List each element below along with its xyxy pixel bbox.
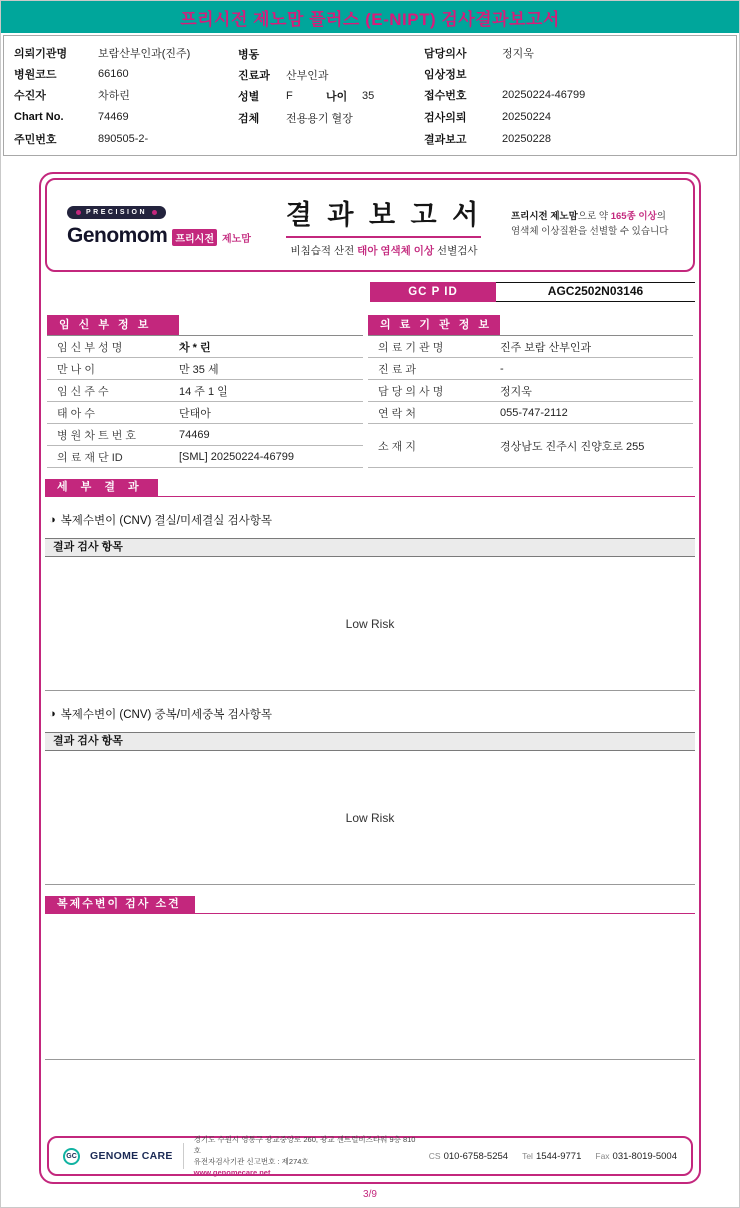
table-row <box>47 380 363 402</box>
row-label: 태 아 수 <box>57 407 95 420</box>
precision-badge-label: PRECISION <box>86 209 148 216</box>
subtitle-prefix: 비침습적 산전 <box>290 244 358 257</box>
info-value: 보람산부인과(진주) <box>98 48 191 61</box>
clinic-info-table <box>368 315 693 468</box>
table-row <box>47 358 363 380</box>
brand-row <box>67 224 257 248</box>
info-value: 890505-2- <box>98 132 149 145</box>
side-note-highlight: 165종 이상 <box>610 211 657 223</box>
row-label: 담 당 의 사 명 <box>378 385 444 398</box>
info-row <box>14 85 238 106</box>
genomecare-logo-icon: GC <box>63 1148 80 1165</box>
contact-label: CS <box>428 1151 441 1161</box>
contact-item <box>429 1151 508 1162</box>
info-value: 정지욱 <box>502 48 534 61</box>
result-value: Low Risk <box>345 810 395 825</box>
info-label: 검사의뢰 <box>424 111 467 124</box>
row-value: 단태아 <box>179 407 211 420</box>
side-note-mid: 으로 약 <box>577 211 611 223</box>
contact-item <box>522 1151 581 1162</box>
info-label: Chart No. <box>14 110 64 123</box>
info-label: 임상정보 <box>424 69 467 82</box>
row-value: [SML] 20250224-46799 <box>179 450 294 463</box>
cnv-duplication-table-header: 결과 검사 항목 <box>45 732 695 751</box>
info-row <box>424 105 726 128</box>
info-row <box>424 85 726 106</box>
genomom-logo <box>67 202 257 248</box>
table-row <box>368 358 693 380</box>
info-value: 74469 <box>98 110 129 123</box>
gcpid-value: AGC2502N03146 <box>496 282 695 302</box>
page-title: 프리시전 제노맘 플러스 (E-NIPT) 검사결과보고서 <box>180 9 560 29</box>
info-label: 성별 <box>238 90 260 103</box>
table-row <box>47 424 363 446</box>
info-row <box>424 64 726 85</box>
info-label: 담당의사 <box>424 48 467 61</box>
table-row <box>368 336 693 358</box>
table-row <box>368 402 693 424</box>
info-row <box>14 64 238 85</box>
title-underline <box>286 236 481 238</box>
contact-value: 1544-9771 <box>535 1150 582 1162</box>
cnv-duplication-heading-text: 복제수변이 (CNV) 중복/미세중복 검사항목 <box>60 709 273 721</box>
row-label: 임 신 주 수 <box>57 385 109 398</box>
info-label: 결과보고 <box>424 133 467 146</box>
info-row <box>238 43 424 64</box>
info-tables <box>45 315 695 468</box>
row-label: 소 재 지 <box>378 440 416 453</box>
footer <box>47 1136 693 1176</box>
spacer <box>45 1060 695 1136</box>
report-title: 결 과 보 고 서 <box>285 199 483 230</box>
top-title-bar <box>1 1 739 33</box>
half-circle-icon: ◑ <box>49 514 56 526</box>
info-value: 20250228 <box>502 132 551 145</box>
info-value: 66160 <box>98 68 129 81</box>
cnv-duplication-heading <box>49 706 691 722</box>
cnv-findings-area <box>45 914 695 1060</box>
row-label: 의 료 기 관 명 <box>378 341 444 354</box>
mother-info-table <box>47 315 363 468</box>
row-value: - <box>500 362 504 375</box>
contact-label: Tel <box>522 1151 533 1161</box>
row-value: 74469 <box>179 428 210 441</box>
result-value: Low Risk <box>345 616 395 631</box>
row-label: 만 나 이 <box>57 363 95 376</box>
side-note-bold: 프리시전 제노맘 <box>510 211 578 223</box>
row-label: 진 료 과 <box>378 363 416 376</box>
info-label: 병동 <box>238 48 260 61</box>
subtitle-suffix: 선별검사 <box>434 244 478 257</box>
info-label: 주민번호 <box>14 133 57 146</box>
contact-item <box>595 1151 677 1162</box>
row-value: 055-747-2112 <box>500 406 568 419</box>
report-letterhead <box>45 178 695 272</box>
cnv-deletion-result <box>45 557 695 691</box>
row-value: 진주 보람 산부인과 <box>500 341 592 354</box>
address-line1: 경기도 수원시 영통구 광교중앙로 260, 광교 센트럴비즈타워 9층 810호 <box>193 1134 416 1155</box>
table-row <box>368 380 693 402</box>
table-row <box>368 424 693 468</box>
row-label: 임 신 부 성 명 <box>57 341 123 354</box>
footer-divider <box>183 1143 184 1169</box>
table-row <box>47 402 363 424</box>
brand-kr-tag: 프리시전 <box>172 229 217 246</box>
report-title-block <box>286 193 482 258</box>
subtitle-highlight: 태아 염색체 이상 <box>357 244 435 257</box>
row-value: 14 주 1 일 <box>179 385 228 398</box>
contact-value: 010-6758-5254 <box>443 1150 509 1162</box>
badge-dot-icon <box>152 210 157 215</box>
detail-results-title: 세 부 결 과 <box>45 479 158 496</box>
genomecare-logo-text: GENOME CARE <box>90 1150 173 1162</box>
report-subtitle <box>286 243 482 258</box>
info-row <box>424 128 726 149</box>
report-frame <box>39 172 701 1184</box>
cnv-deletion-heading-text: 복제수변이 (CNV) 결실/미세결실 검사항목 <box>60 515 273 527</box>
side-note-tail: 의 <box>656 211 666 223</box>
info-row <box>14 128 238 149</box>
info-row <box>238 85 424 106</box>
row-value: 만 35 세 <box>179 363 219 376</box>
badge-dot-icon <box>76 210 81 215</box>
website-url: www.genomecare.net <box>193 1168 271 1178</box>
page-number: 3/9 <box>363 1189 377 1200</box>
footer-contacts <box>429 1151 677 1162</box>
patient-info-col1 <box>14 43 238 149</box>
cnv-duplication-result <box>45 751 695 885</box>
row-label: 연 락 처 <box>378 407 416 420</box>
side-note <box>511 210 673 239</box>
cnv-findings-section-header <box>45 896 695 914</box>
footer-address <box>194 1134 419 1179</box>
gcpid-row <box>45 282 695 302</box>
info-label: 검체 <box>238 112 260 125</box>
address-line2: 유전자검사기관 신고번호 : 제274호 <box>193 1157 309 1166</box>
row-label: 병 원 차 트 번 호 <box>57 429 137 442</box>
patient-info-header <box>3 35 737 156</box>
detail-results-section-header <box>45 479 695 497</box>
info-row <box>238 106 424 129</box>
contact-value: 031-8019-5004 <box>612 1150 677 1162</box>
mother-info-body <box>47 335 363 468</box>
cnv-deletion-heading <box>49 512 691 528</box>
info-row <box>14 105 238 128</box>
info-value: F <box>286 89 293 102</box>
info-value: 35 <box>362 89 375 102</box>
info-value: 산부인과 <box>286 69 329 82</box>
table-row <box>47 446 363 468</box>
info-value: 전용용기 혈장 <box>286 112 353 125</box>
table-row <box>47 336 363 358</box>
brand-kr: 제노맘 <box>221 234 251 245</box>
cnv-deletion-table-header: 결과 검사 항목 <box>45 538 695 557</box>
info-label: 나이 <box>326 90 348 103</box>
side-note-line2: 염색체 이상질환을 선별할 수 있습니다 <box>510 226 669 237</box>
half-circle-icon: ◑ <box>49 708 56 720</box>
info-label: 병원코드 <box>14 69 57 82</box>
info-label: 수진자 <box>14 89 46 102</box>
info-row <box>238 64 424 85</box>
info-label: 진료과 <box>238 69 270 82</box>
brand-name: Genomom <box>67 224 168 247</box>
info-label: 의뢰기관명 <box>14 48 68 61</box>
patient-info-col2 <box>238 43 424 149</box>
info-value: 20250224 <box>502 110 551 123</box>
patient-info-col3 <box>424 43 726 149</box>
clinic-info-body <box>368 335 693 468</box>
info-label: 접수번호 <box>424 89 467 102</box>
row-value: 차 * 린 <box>179 341 211 354</box>
clinic-info-header: 의 료 기 관 정 보 <box>368 315 500 335</box>
cnv-findings-title: 복제수변이 검사 소견 <box>45 896 195 913</box>
row-value: 경상남도 진주시 진양호로 255 <box>500 440 645 453</box>
precision-badge <box>67 206 166 219</box>
info-row <box>14 43 238 64</box>
info-value: 차하린 <box>98 89 130 102</box>
contact-label: Fax <box>595 1151 610 1161</box>
row-label: 의 료 재 단 ID <box>57 451 123 464</box>
info-value: 20250224-46799 <box>502 88 586 101</box>
mother-info-header: 임 신 부 정 보 <box>47 315 179 335</box>
row-value: 정지욱 <box>500 385 532 398</box>
info-row <box>424 43 726 64</box>
gcpid-label: GC P ID <box>370 282 496 302</box>
